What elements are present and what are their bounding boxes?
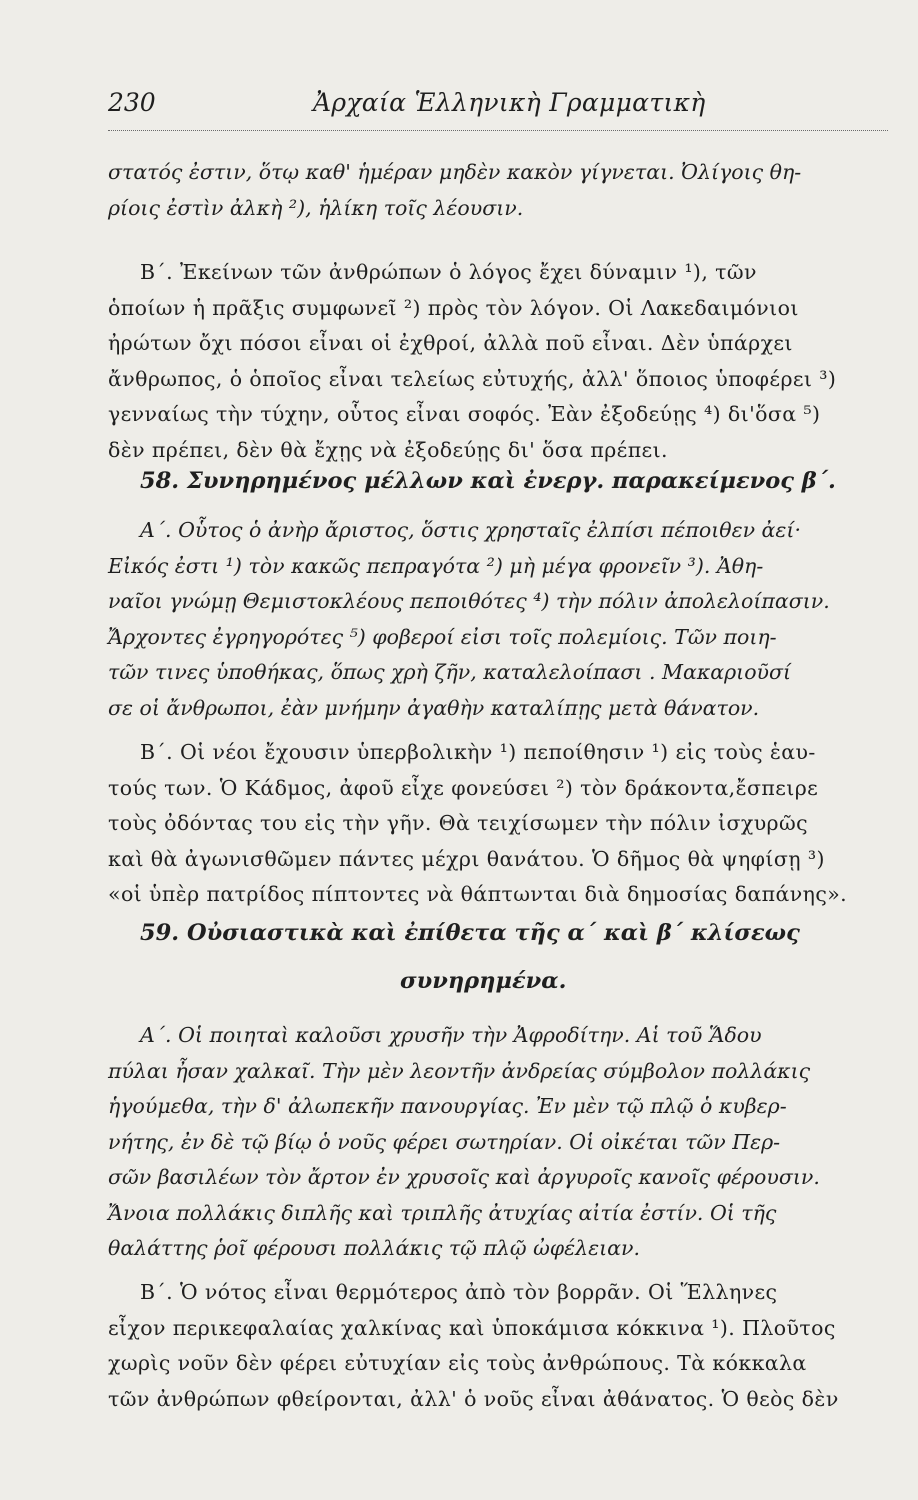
page-header — [108, 78, 888, 131]
text-line: Ἄνοια πολλάκις διπλῆς καὶ τριπλῆς ἀτυχίας αἰτία ἐστίν. Οἱ τῆς — [108, 1200, 777, 1225]
text-line: τοὺς ὀδόντας του εἰς τὴν γῆν. Θὰ τειχίσωμεν τὴν πόλιν ἰσχυρῶς — [108, 811, 809, 835]
text-line: ρίοις ἐστὶν ἀλκὴ ²), ἡλίκη τοῖς λέουσιν. — [108, 195, 524, 220]
page-number: 230 — [108, 88, 156, 117]
text-line: ὁποίων ἡ πρᾶξις συμφωνεῖ ²) πρὸς τὸν λόγον. Οἱ Λακεδαιμόνιοι — [108, 295, 799, 320]
text-line: εἶχον περικεφαλαίας χαλκίνας καὶ ὑποκάμισα κόκκινα ¹). Πλοῦτος — [108, 1315, 836, 1340]
text-line: πύλαι ἦσαν χαλκαῖ. Τὴν μὲν λεοντῆν ἀνδρείας σύμβολον πολλάκις — [108, 1058, 811, 1083]
paragraph-59b — [108, 1275, 878, 1417]
text-line: Β΄. Ὁ νότος εἶναι θερμότερος ἀπὸ τὸν βορρᾶν. Οἱ Ἕλληνες — [140, 1280, 778, 1304]
text-line: ἠρώτων ὄχι πόσοι εἶναι οἱ ἐχθροί, ἀλλὰ ποῦ εἶναι. Δὲν ὑπάρχει — [108, 331, 793, 355]
text-line: ἡγούμεθα, τὴν δ' ἀλωπεκῆν πανουργίας. Ἐν μὲν τῷ πλῷ ὁ κυβερ- — [108, 1094, 787, 1118]
text-line: τῶν τινες ὑποθήκας, ὅπως χρὴ ζῆν, καταλελοίπασι . Μακαριοῦσί — [108, 660, 792, 684]
text-line: Β΄. Οἱ νέοι ἔχουσιν ὑπερβολικὴν ¹) πεποίθησιν ¹) εἰς τοὺς ἑαυ- — [140, 740, 816, 764]
text-line: δὲν πρέπει, δὲν θὰ ἔχῃς νὰ ἐξοδεύῃς δι' ὅσα πρέπει. — [108, 437, 668, 462]
text-line: «οἱ ὑπὲρ πατρίδος πίπτοντες νὰ θάπτωνται διὰ δημοσίας δαπάνης». — [108, 882, 848, 906]
text-line: θαλάττης ῥοῖ φέρουσι πολλάκις τῷ πλῷ ὠφέλειαν. — [108, 1236, 641, 1260]
text-line: γενναίως τὴν τύχην, οὗτος εἶναι σοφός. Ἐὰν ἐξοδεύῃς ⁴) δι'ὅσα ⁵) — [108, 402, 821, 426]
section-heading-59-continued: συνηρημένα. — [400, 968, 567, 994]
text-line: Α΄. Οὗτος ὁ ἀνὴρ ἄριστος, ὅστις χρησταῖς ἐλπίσι πέποιθεν ἀεί· — [140, 518, 801, 542]
text-line: Εἰκός ἐστι ¹) τὸν κακῶς πεπραγότα ²) μὴ μέγα φρονεῖν ³). Ἀθη- — [108, 553, 764, 578]
text-line: νήτης, ἐν δὲ τῷ βίῳ ὁ νοῦς φέρει σωτηρίαν. Οἱ οἰκέται τῶν Περ- — [108, 1129, 781, 1154]
text-line: ναῖοι γνώμῃ Θεμιστοκλέους πεποιθότες ⁴) τὴν πόλιν ἀπολελοίπασιν. — [108, 589, 830, 613]
section-heading-58: 58. Συνηρημένος μέλλων καὶ ἐνεργ. παρακείμενος β΄. — [140, 468, 836, 494]
text-line: Ἄρχοντες ἐγρηγορότες ⁵) φοβεροί εἰσι τοῖς πολεμίοις. Τῶν ποιη- — [108, 624, 777, 649]
text-line: Α΄. Οἱ ποιηταὶ καλοῦσι χρυσῆν τὴν Ἀφροδίτην. Αἱ τοῦ Ἅδου — [140, 1023, 762, 1047]
text-line: τούς των. Ὁ Κάδμος, ἀφοῦ εἶχε φονεύσει ²) τὸν δράκοντα,ἔσπειρε — [108, 775, 819, 800]
running-title: Ἀρχαία Ἑλληνικὴ Γραμματικὴ — [313, 88, 706, 117]
paragraph-58b — [108, 735, 878, 913]
text-line: Β΄. Ἐκείνων τῶν ἀνθρώπων ὁ λόγος ἔχει δύναμιν ¹), τῶν — [140, 260, 757, 284]
text-line: στατός ἐστιν, ὅτῳ καθ' ἡμέραν μηδὲν κακὸν γίγνεται. Ὀλίγοις θη- — [108, 160, 802, 184]
paragraph-58a — [108, 513, 878, 726]
section-heading-59: 59. Οὐσιαστικὰ καὶ ἐπίθετα τῆς α΄ καὶ β΄ κλίσεως — [140, 920, 800, 946]
text-line: σε οἱ ἄνθρωποι, ἐὰν μνήμην ἀγαθὴν καταλίπῃς μετὰ θάνατον. — [108, 695, 760, 720]
text-line: χωρὶς νοῦν δὲν φέρει εὐτυχίαν εἰς τοὺς ἀνθρώπους. Τὰ κόκκαλα — [108, 1351, 807, 1375]
text-line: καὶ θὰ ἀγωνισθῶμεν πάντες μέχρι θανάτου. Ὁ δῆμος θὰ ψηφίσῃ ³) — [108, 846, 825, 871]
text-line: ἄνθρωπος, ὁ ὁποῖος εἶναι τελείως εὐτυχής, ἀλλ' ὅποιος ὑποφέρει ³) — [108, 366, 837, 391]
paragraph-b1 — [108, 255, 878, 468]
text-line: σῶν βασιλέων τὸν ἄρτον ἐν χρυσοῖς καὶ ἀργυροῖς κανοῖς φέρουσιν. — [108, 1165, 820, 1189]
top-paragraph — [108, 155, 878, 226]
paragraph-59a — [108, 1018, 878, 1267]
text-line: τῶν ἀνθρώπων φθείρονται, ἀλλ' ὁ νοῦς εἶναι ἀθάνατος. Ὁ θεὸς δὲν — [108, 1386, 839, 1411]
